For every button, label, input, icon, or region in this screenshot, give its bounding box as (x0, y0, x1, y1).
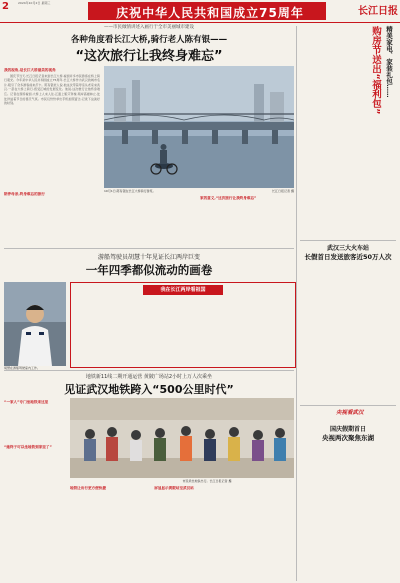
sidebar-article1-body2 (300, 188, 396, 238)
article3-sub4: 屏显显示黄陂站至武汉站 (154, 486, 194, 490)
captain-photo (4, 282, 66, 366)
issue-meta: 2024年10月2日 星期三 (18, 1, 51, 5)
sidebar-article1-title: 购房节送出“福利包” (370, 26, 381, 115)
article1-body-col2 (104, 196, 196, 246)
article3-sub1: “一家人”专门坐地铁来这里 (4, 400, 49, 404)
sidebar-article2-subtitle: 长假首日发送旅客近50万人次 (304, 253, 392, 261)
bridge-illustration (104, 66, 294, 188)
banner-title: 庆祝中华人民共和国成立75周年 (116, 6, 304, 20)
article2-framed-box (70, 282, 296, 368)
article1-photo-credit: 长江日报记者 摄 (272, 189, 294, 193)
sidebar-article2-body (300, 263, 396, 403)
article1-kicker: ——市民倾情讲述入画行于全市美丽城市建设 (104, 25, 194, 30)
sidebar-divider (300, 405, 396, 406)
header-rule (0, 22, 400, 23)
article1-sub1: 我的视角,是长江大桥最美的视角 (4, 68, 56, 72)
metro-photo (70, 398, 294, 478)
article3-body-col1 (4, 400, 66, 580)
section-divider (4, 370, 294, 371)
sidebar-article1-body (300, 26, 364, 186)
article1-body-col1 (4, 68, 100, 188)
article1-sub3: 家的意义,“这次旅行让我终身难忘” (200, 196, 257, 200)
body-text: 国庆节当天,长江日报记者来到长江大桥,看到许多市民游客在桥上骑行观光。今年是中华人民共和国成立75周年,长江大桥作为武汉的城市名片,吸引了众多游客前来打卡。陈有银老人说,他这次带着母亲从老家来武汉,一起在大桥上骑行,感受江城的发展变化。他说,这次旅行让他终身难忘。记者在现场看到,大桥上人来人往,江面上船只穿梭,两岸高楼林立,处处洋溢着节日的喜庆气氛。市民们纷纷拿出手机拍照留念,记录下这美好的时刻。 (4, 73, 100, 106)
sidebar-article2-title: 武汉三大火车站 (326, 245, 369, 252)
article1-title-line1: 各种角度看长江大桥,骑行老人陈有银—— (70, 35, 228, 45)
article2-body-col2 (184, 297, 292, 365)
sidebar-article3-title: 国庆假期首日 (329, 426, 366, 433)
article3-photo-caption: 市民乘坐地铁出行。长江日报记者 摄 (182, 479, 232, 483)
article2-title: 一年四季都似流动的画卷 (85, 263, 213, 277)
section-divider (4, 248, 294, 249)
article2-column-label: 我在长江两岸看祖国 (143, 285, 223, 295)
page-header (0, 0, 400, 22)
sidebar-article3-body (300, 444, 396, 580)
article1-sub2: 陪伴母亲,终身难忘的旅行 (4, 192, 45, 196)
sidebar-article3-subtitle: 央视两次聚焦东湖 (322, 434, 374, 442)
sidebar-column-stamp: 央视看武汉 (336, 410, 364, 416)
article3-body-col3 (136, 486, 212, 580)
sidebar-divider (300, 240, 396, 241)
bridge-photo (104, 66, 294, 188)
article1-body-col3 (200, 196, 294, 246)
article3-sub2: “她终于可以坐地铁到家里了” (4, 444, 52, 449)
captain-illustration (4, 282, 66, 366)
article3-body-col2 (70, 486, 132, 580)
article2-photo-caption: 胡慧在游船驾驶室内工作。 (4, 366, 41, 370)
metro-illustration (70, 398, 294, 478)
sidebar-article1-subtitle: 精美家电、家装礼包…… (385, 26, 393, 98)
article3-title: 见证武汉地铁跨入“500公里时代” (64, 383, 234, 396)
article2-body-col1 (74, 297, 182, 365)
article1-body-col1b (4, 192, 100, 246)
article1-photo-caption: 10月1日,陈有银在长江大桥骑行游览。 (104, 189, 156, 193)
page-number: 2 (2, 1, 9, 12)
newspaper-logo: 长江日报 (358, 6, 398, 17)
article3-sub3: 地铁让出行更方便快捷 (70, 486, 106, 490)
article1-title: “这次旅行让我终身难忘” (75, 49, 223, 64)
article2-kicker: 游船驾驶员胡慧十年见证长江两岸巨变 (97, 254, 200, 261)
article3-body-col4 (216, 486, 294, 580)
article3-kicker: 地铁新11线二期开通运营 黄陂广场站2小时上万人次乘坐 (85, 374, 213, 380)
column-divider (296, 26, 297, 581)
